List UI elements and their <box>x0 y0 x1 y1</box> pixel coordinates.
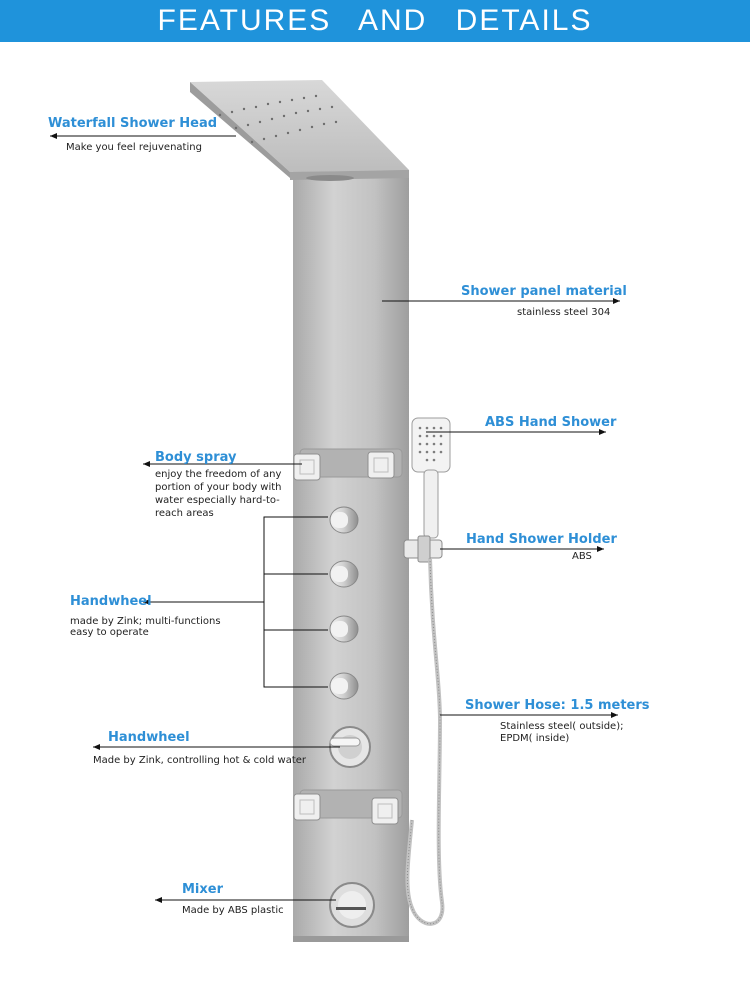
body-spray-jet-4 <box>372 798 398 824</box>
label-hand-shower-holder: Hand Shower Holder <box>466 532 617 547</box>
panel-hole <box>306 175 354 181</box>
label-handwheel-1: Handwheel <box>70 594 152 609</box>
hand-shower <box>412 418 450 538</box>
desc-waterfall-shower-head: Make you feel rejuvenating <box>66 142 202 153</box>
handwheel-knob-3 <box>330 616 358 642</box>
body-spray-jet-2 <box>368 452 394 478</box>
panel-body <box>293 170 409 942</box>
handwheel-knob-4 <box>330 673 358 699</box>
page-title: FEATURES AND DETAILS <box>157 4 593 37</box>
label-mixer: Mixer <box>182 882 224 897</box>
desc-body-spray-3: water especially hard-to- <box>155 495 280 506</box>
desc-body-spray-1: enjoy the freedom of any <box>155 469 282 480</box>
handwheel-knob-1 <box>330 507 358 533</box>
waterfall-head-top <box>190 80 409 172</box>
body-spray-jet-1 <box>294 454 320 480</box>
desc-body-spray-2: portion of your body with <box>155 482 282 493</box>
desc-handwheel-1b: easy to operate <box>70 627 149 638</box>
desc-shower-hose-2: EPDM( inside) <box>500 733 570 744</box>
mixer-knob <box>330 883 374 927</box>
desc-handwheel-2: Made by Zink, controlling hot & cold water <box>93 755 307 766</box>
label-shower-panel-material: Shower panel material <box>461 284 627 299</box>
desc-shower-panel-material: stainless steel 304 <box>517 307 611 318</box>
label-waterfall-shower-head: Waterfall Shower Head <box>48 116 218 131</box>
shower-hose <box>407 558 442 924</box>
desc-shower-hose-1: Stainless steel( outside); <box>500 721 624 732</box>
desc-hand-shower-holder: ABS <box>572 551 592 562</box>
label-abs-hand-shower: ABS Hand Shower <box>485 415 617 430</box>
label-handwheel-2: Handwheel <box>108 730 190 745</box>
panel-bottom-edge <box>293 936 409 942</box>
body-spray-jet-3 <box>294 794 320 820</box>
handwheel-knob-2 <box>330 561 358 587</box>
desc-handwheel-1a: made by Zink; multi-functions <box>70 616 221 627</box>
desc-body-spray-4: reach areas <box>155 508 214 519</box>
hand-shower-holder <box>404 536 442 562</box>
desc-mixer: Made by ABS plastic <box>182 905 284 916</box>
label-shower-hose: Shower Hose: 1.5 meters <box>465 698 650 713</box>
label-body-spray: Body spray <box>155 450 237 465</box>
